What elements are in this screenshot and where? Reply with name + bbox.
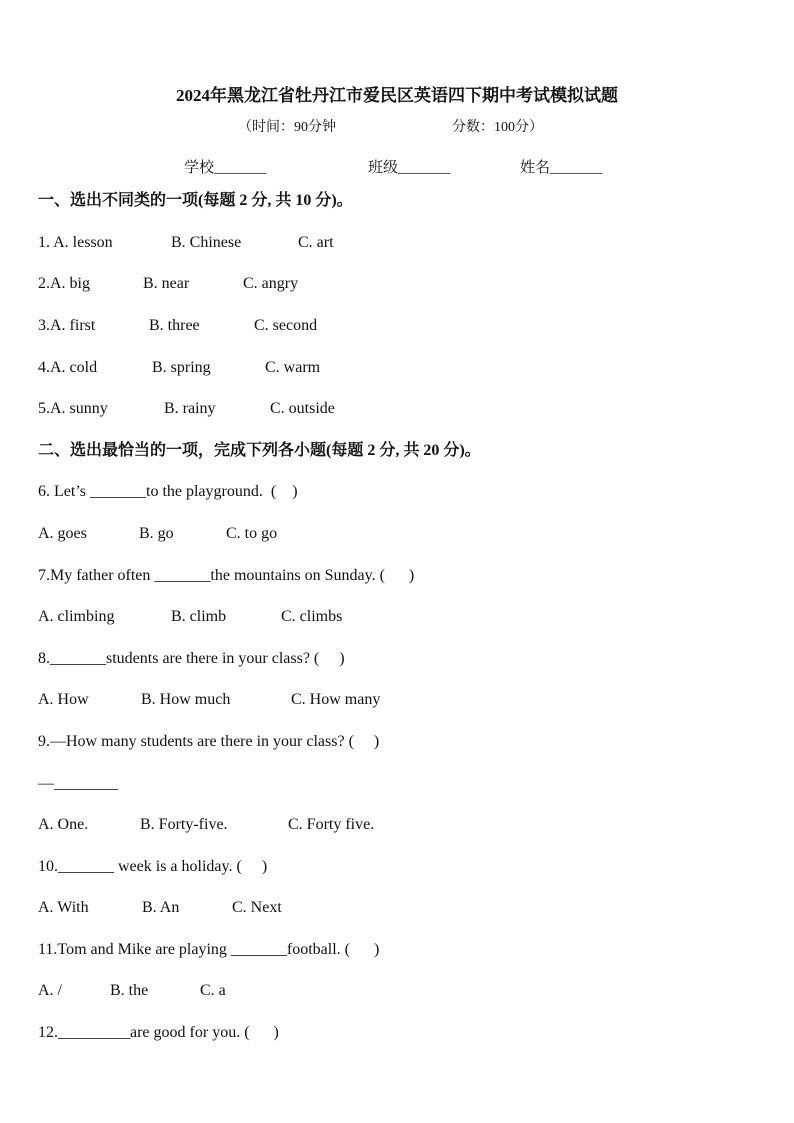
q8-option-a: A. How xyxy=(38,691,89,708)
exam-score: 分数：100分） xyxy=(452,120,543,135)
q7-stem: 7.My father often _______the mountains on Sunday. ( ) xyxy=(38,567,415,584)
q1-option-a: 1. A. lesson xyxy=(38,234,113,251)
class-field: 班级_______ xyxy=(368,160,451,176)
q6-stem: 6. Let’s _______to the playground. ( ) xyxy=(38,483,298,500)
q2-option-b: B. near xyxy=(143,275,190,292)
q10-stem: 10._______ week is a holiday. ( ) xyxy=(38,858,268,875)
q6-option-a: A. goes xyxy=(38,525,87,542)
q2-option-c: C. angry xyxy=(243,275,299,292)
q5-option-a: 5.A. sunny xyxy=(38,400,108,417)
q12-stem: 12._________are good for you. ( ) xyxy=(38,1024,279,1041)
q2-option-a: 2.A. big xyxy=(38,275,90,292)
section-2-title: 二、选出最恰当的一项，完成下列各小题(每题 2 分, 共 20 分)。 xyxy=(38,442,481,459)
q3-option-b: B. three xyxy=(149,317,200,334)
q1-option-c: C. art xyxy=(298,234,334,251)
q11-option-a: A. / xyxy=(38,982,62,999)
q3-option-a: 3.A. first xyxy=(38,317,96,334)
q4-option-c: C. warm xyxy=(265,359,321,376)
section-1-title: 一、选出不同类的一项(每题 2 分, 共 10 分)。 xyxy=(38,192,353,209)
q4-option-a: 4.A. cold xyxy=(38,359,98,376)
school-field: 学校_______ xyxy=(184,160,267,176)
name-field: 姓名_______ xyxy=(520,160,603,176)
q8-option-b: B. How much xyxy=(141,691,231,708)
q6-option-b: B. go xyxy=(139,525,174,542)
q1-option-b: B. Chinese xyxy=(171,234,242,251)
q9-option-a: A. One. xyxy=(38,816,89,833)
q10-option-a: A. With xyxy=(38,899,89,916)
page-title: 2024年黑龙江省牡丹江市爱民区英语四下期中考试模拟试题 xyxy=(176,86,618,105)
q7-option-b: B. climb xyxy=(171,608,227,625)
q5-option-c: C. outside xyxy=(270,400,335,417)
q7-option-c: C. climbs xyxy=(281,608,343,625)
q9-option-b: B. Forty-five. xyxy=(140,816,228,833)
q9-answer-line: —________ xyxy=(38,775,118,792)
q8-option-c: C. How many xyxy=(291,691,381,708)
q8-stem: 8._______students are there in your class? ( ) xyxy=(38,650,345,667)
q11-option-b: B. the xyxy=(110,982,149,999)
q9-stem: 9.—How many students are there in your class? ( ) xyxy=(38,733,380,750)
q3-option-c: C. second xyxy=(254,317,318,334)
q11-option-c: C. a xyxy=(200,982,226,999)
q11-stem: 11.Tom and Mike are playing _______football. ( ) xyxy=(38,941,380,958)
exam-time: （时间：90分钟 xyxy=(238,120,336,135)
q6-option-c: C. to go xyxy=(226,525,278,542)
q4-option-b: B. spring xyxy=(152,359,211,376)
q7-option-a: A. climbing xyxy=(38,608,115,625)
q9-option-c: C. Forty five. xyxy=(288,816,375,833)
q10-option-c: C. Next xyxy=(232,899,282,916)
q5-option-b: B. rainy xyxy=(164,400,216,417)
q10-option-b: B. An xyxy=(142,899,180,916)
